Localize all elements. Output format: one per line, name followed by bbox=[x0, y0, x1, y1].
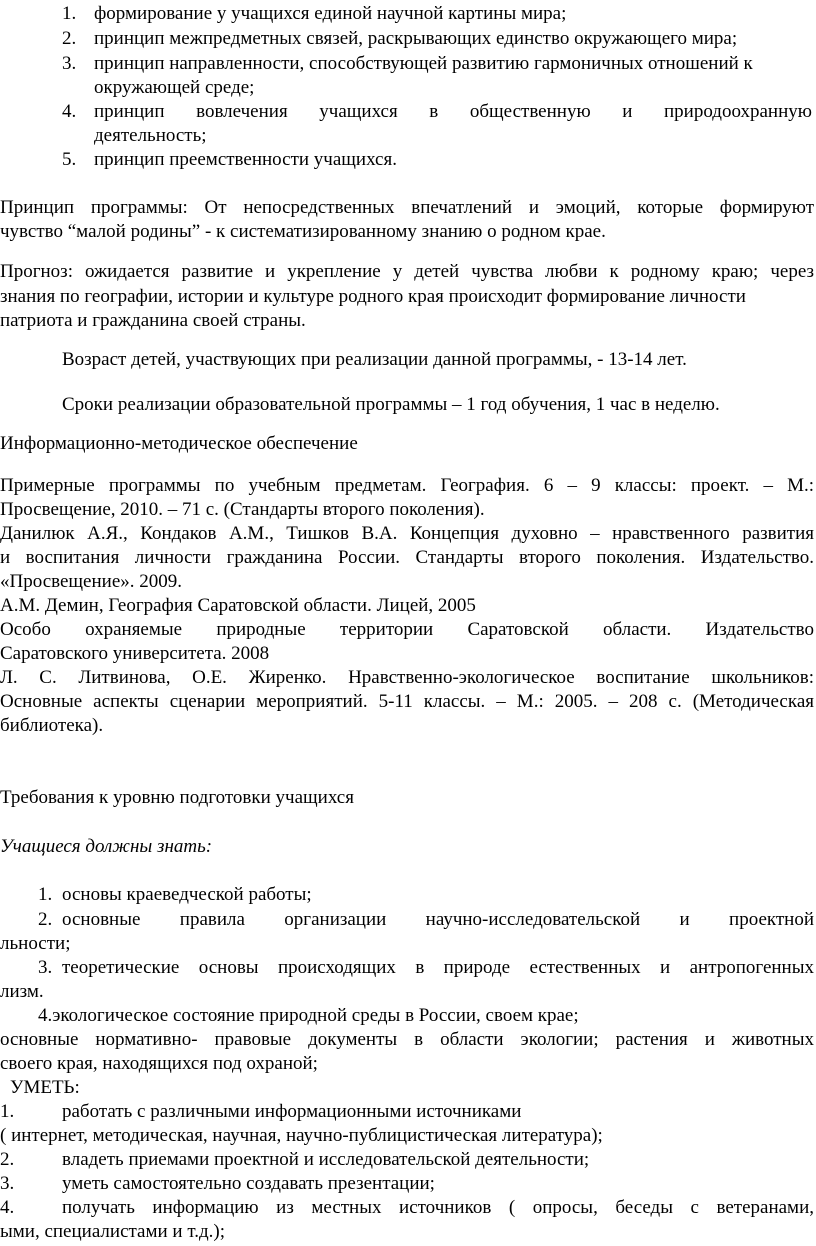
list-item-text: принцип направленности, способствующей развитию гармоничных отношений к bbox=[94, 53, 753, 74]
reference-line: А.М. Демин, География Саратовской области. Лицей, 2005 bbox=[0, 595, 476, 616]
reference-line: Данилюк А.Я., Кондаков А.М., Тишков В.А. Концепция духовно – нравственного развития bbox=[0, 523, 814, 544]
list-item-text: деятельность; bbox=[94, 125, 207, 146]
list-item-text: основные нормативно- правовые документы в области экологии; растения и животных bbox=[0, 1029, 814, 1050]
list-item-text: уметь самостоятельно создавать презентации; bbox=[62, 1173, 435, 1194]
list-item-number: 1. bbox=[0, 1101, 15, 1122]
reference-line: Особо охраняемые природные территории Саратовской области. Издательство bbox=[0, 619, 814, 640]
paragraph-line: чувство “малой родины” - к систематизированному знанию о родном крае. bbox=[0, 221, 606, 242]
list-item-text: основы краеведческой работы; bbox=[62, 884, 312, 905]
list-item-number: 4. bbox=[0, 1197, 15, 1218]
list-item-number: 5. bbox=[62, 149, 77, 170]
word: вовлечения bbox=[196, 101, 288, 122]
terms-line: Сроки реализации образовательной программы – 1 год обучения, 1 час в неделю. bbox=[62, 394, 720, 415]
list-item-text: своего края, находящихся под охраной; bbox=[0, 1053, 318, 1074]
reference-line: Л. С. Литвинова, О.Е. Жиренко. Нравственно-экологическое воспитание школьников: bbox=[0, 667, 814, 688]
list-item-text bbox=[94, 100, 812, 124]
list-item-text: лизм. bbox=[0, 981, 44, 1002]
list-item-text: формирование у учащихся единой научной картины мира; bbox=[94, 3, 567, 24]
paragraph-line: патриота и гражданина своей страны. bbox=[0, 310, 306, 331]
skills-heading: УМЕТЬ: bbox=[10, 1077, 80, 1098]
word: общественную bbox=[469, 101, 591, 122]
list-item-text: льности; bbox=[0, 933, 71, 954]
list-item-number: 2. bbox=[38, 909, 53, 930]
reference-line: Основные аспекты сценарии мероприятий. 5-11 классы. – М.: 2005. – 208 с. (Методическая bbox=[0, 691, 814, 712]
reference-line: «Просвещение». 2009. bbox=[0, 571, 183, 592]
list-item-number: 3. bbox=[38, 957, 53, 978]
list-item-text: теоретические основы происходящих в природе естественных и антропогенных bbox=[62, 957, 814, 978]
list-item-number: 3. bbox=[0, 1173, 15, 1194]
word: и bbox=[622, 101, 633, 122]
reference-line: Примерные программы по учебным предметам. География. 6 – 9 классы: проект. – М.: bbox=[0, 475, 814, 496]
list-item-number: 2. bbox=[0, 1149, 15, 1170]
list-item-text: основные правила организации научно-исследовательской и проектной bbox=[62, 909, 814, 930]
reference-line: Просвещение, 2010. – 71 с. (Стандарты второго поколения). bbox=[0, 499, 485, 520]
list-item-number: 1. bbox=[38, 884, 53, 905]
list-item-text: принцип межпредметных связей, раскрывающих единство окружающего мира; bbox=[94, 28, 738, 49]
age-line: Возраст детей, участвующих при реализации данной программы, - 13-14 лет. bbox=[62, 349, 687, 370]
list-item-text: получать информацию из местных источников ( опросы, беседы с ветеранами, bbox=[62, 1197, 814, 1218]
word: природоохранную bbox=[664, 101, 812, 122]
reference-line: библиотека). bbox=[0, 715, 104, 736]
reference-line: Саратовского университета. 2008 bbox=[0, 643, 270, 664]
list-item-text: окружающей среде; bbox=[94, 77, 255, 98]
list-item-text: работать с различными информационными источниками bbox=[62, 1101, 522, 1122]
paragraph-line: Принцип программы: От непосредственных впечатлений и эмоций, которые формируют bbox=[0, 197, 814, 218]
requirements-heading: Требования к уровню подготовки учащихся bbox=[0, 787, 354, 808]
reference-line: и воспитания личности гражданина России. Стандарты второго поколения. Издательство. bbox=[0, 547, 814, 568]
paragraph-line: Прогноз: ожидается развитие и укрепление у детей чувства любви к родному краю; через bbox=[0, 261, 814, 282]
list-item-text: 4.экологическое состояние природной среды в России, своем крае; bbox=[38, 1005, 579, 1026]
list-item-number: 2. bbox=[62, 28, 77, 49]
list-item-text: владеть приемами проектной и исследовательской деятельности; bbox=[62, 1149, 590, 1170]
list-item-text: ( интернет, методическая, научная, научно-публицистическая литература); bbox=[0, 1125, 603, 1146]
word: в bbox=[429, 101, 439, 122]
list-item-text: ыми, специалистами и т.д.); bbox=[0, 1221, 225, 1242]
paragraph-line: знания по географии, истории и культуре родного края происходит формирование личности bbox=[0, 286, 746, 307]
list-item-number: 4. bbox=[62, 101, 77, 122]
word: учащихся bbox=[319, 101, 398, 122]
list-item-number: 1. bbox=[62, 3, 77, 24]
know-heading: Учащиеся должны знать: bbox=[0, 836, 213, 857]
list-item-text: принцип преемственности учащихся. bbox=[94, 149, 397, 170]
support-heading: Информационно-методическое обеспечение bbox=[0, 433, 358, 454]
list-item-number: 3. bbox=[62, 53, 77, 74]
word: принцип bbox=[94, 101, 165, 122]
